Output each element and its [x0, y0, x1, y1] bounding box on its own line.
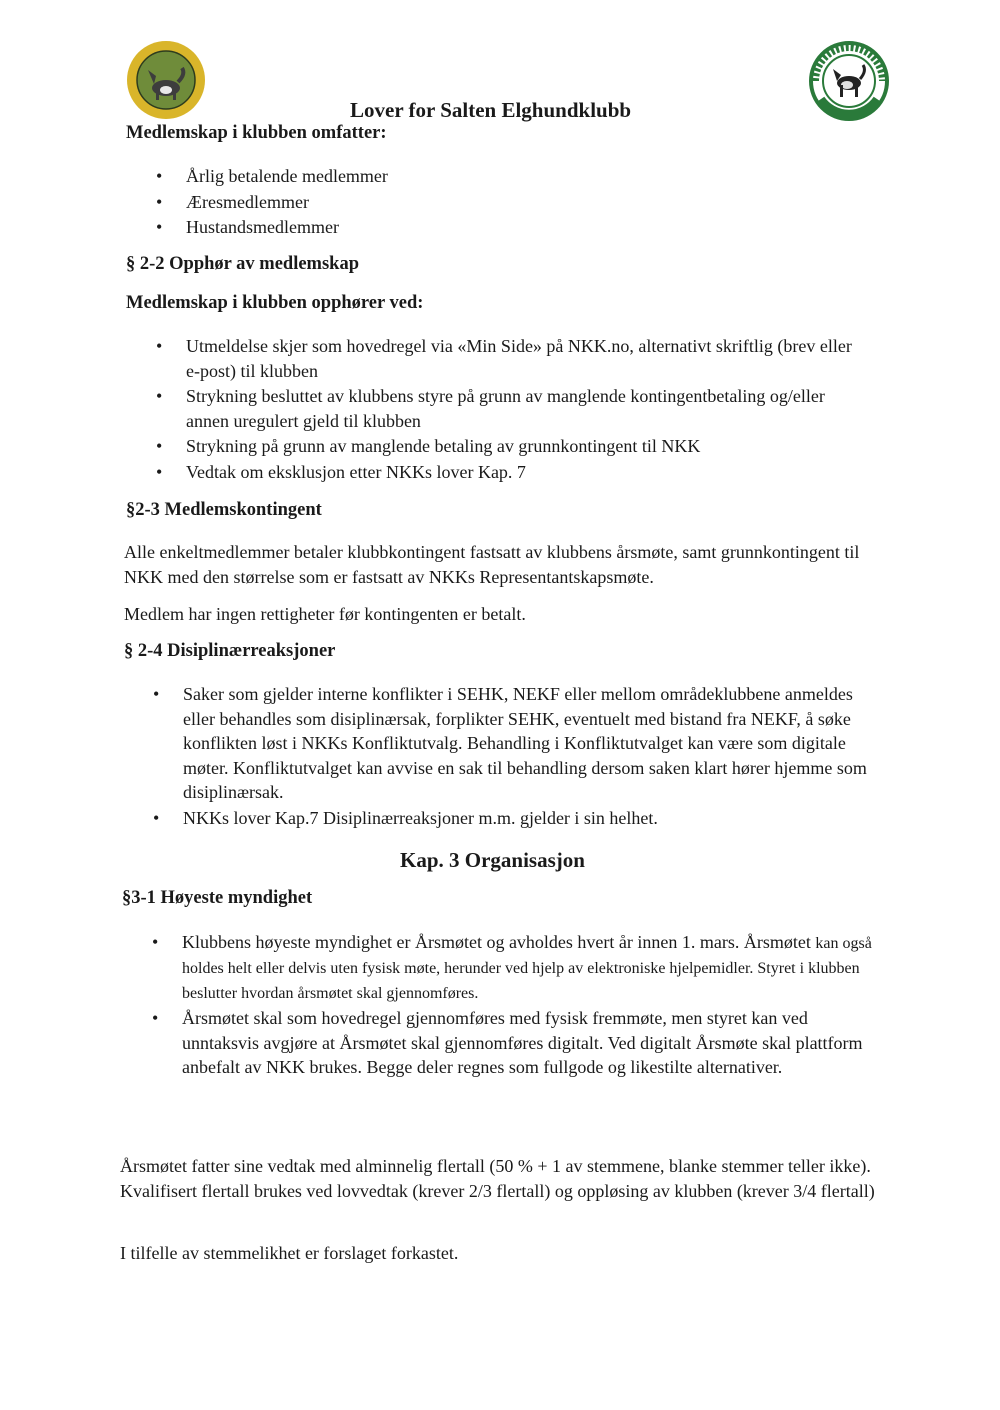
list-item: • Strykning på grunn av manglende betaling av grunnkontingent til NKK	[186, 434, 856, 459]
section-2-4-heading: § 2-4 Disiplinærreaksjoner	[124, 641, 336, 661]
tie-paragraph: I tilfelle av stemmelikhet er forslaget forkastet.	[120, 1243, 459, 1263]
chapter-3-heading: Kap. 3 Organisasjon	[400, 848, 585, 872]
norske-elghundklubbers-forbund-logo	[803, 41, 895, 121]
section-2-2-heading: § 2-2 Opphør av medlemskap	[126, 254, 359, 274]
bullet-icon: •	[153, 684, 160, 704]
bullet-icon: •	[156, 217, 163, 237]
bullet-icon: •	[153, 807, 160, 828]
rights-paragraph: Medlem har ingen rettigheter før kontingenten er betalt.	[124, 604, 526, 624]
list-item: • Æresmedlemmer	[186, 190, 886, 215]
list-item: • Klubbens høyeste myndighet er Årsmøtet og avholdes hvert år innen 1. mars. Årsmøtet kan også holdes helt eller delvis uten fysisk møte, herunder ved hjelp av elektroniske hjelpemidler. Styret i klubben beslutter hvordan årsmøtet skal gjennomføres.	[152, 932, 872, 1002]
section-2-3-heading: §2-3 Medlemskontingent	[126, 500, 322, 520]
discipline-list	[153, 682, 878, 830]
list-item: • Årlig betalende medlemmer	[186, 164, 886, 189]
list-item: • NKKs lover Kap.7 Disiplinærreaksjoner m.m. gjelder i sin helhet.	[183, 806, 878, 831]
list-item: • Vedtak om eksklusjon etter NKKs lover Kap. 7	[186, 460, 856, 485]
membership-heading: Medlemskap i klubben omfatter:	[126, 123, 387, 143]
salten-elghundklubb-logo	[126, 40, 206, 120]
document-title: Lover for Salten Elghundklubb	[350, 98, 632, 122]
list-item: • Saker som gjelder interne konflikter i SEHK, NEKF eller mellom områdeklubbene anmeldes eller behandles som disiplinærsak, forplikter SEHK, eventuelt med bistand fra NEKF, å søke konflikten løst i NKKs Konfliktutvalg. Behandling i Konfliktutvalget kan være som digitale møter. Konfliktutvalget kan avvise en sak til behandling dersom saken klart hører hjemme som disiplinærsak.	[153, 684, 867, 802]
fee-paragraph: Alle enkeltmedlemmer betaler klubbkontingent fastsatt av klubbens årsmøte, samt grunnkontingent til NKK med den størrelse som er fastsatt av NKKs Representantskapsmøte.	[124, 542, 860, 587]
termination-list	[156, 334, 856, 484]
bullet-icon: •	[152, 932, 159, 952]
section-3-1-heading: §3-1 Høyeste myndighet	[122, 888, 313, 908]
list-item: • Hustandsmedlemmer	[186, 215, 886, 240]
list-item: • Strykning besluttet av klubbens styre på grunn av manglende kontingentbetaling og/eller annen uregulert gjeld til klubben	[156, 386, 825, 431]
membership-list	[156, 164, 886, 240]
list-item: • Årsmøtet skal som hovedregel gjennomføres med fysisk fremmøte, men styret kan ved unntaksvis avgjøre at Årsmøtet skal gjennomføres digitalt. Ved digitalt Årsmøte skal plattform anbefalt av NKK brukes. Begge deler regnes som fullgode og likestilte alternativer.	[152, 1008, 863, 1077]
bullet-icon: •	[156, 386, 163, 406]
bullet-icon: •	[152, 1008, 159, 1028]
list-item: • Utmeldelse skjer som hovedregel via «Min Side» på NKK.no, alternativt skriftlig (brev eller e-post) til klubben	[156, 336, 852, 381]
bullet-icon: •	[156, 461, 163, 482]
bullet-icon: •	[156, 336, 163, 356]
voting-paragraph: Årsmøtet fatter sine vedtak med alminnelig flertall (50 % + 1 av stemmene, blanke stemmer teller ikke). Kvalifisert flertall brukes ved lovvedtak (krever 2/3 flertall) og oppløsing av klubben (krever 3/4 flertall)	[120, 1156, 875, 1201]
bullet-icon: •	[156, 436, 163, 456]
section-2-2-subheading: Medlemskap i klubben opphører ved:	[126, 293, 424, 313]
bullet-icon: •	[156, 166, 163, 186]
authority-list	[152, 930, 887, 1080]
bullet-icon: •	[156, 191, 163, 212]
